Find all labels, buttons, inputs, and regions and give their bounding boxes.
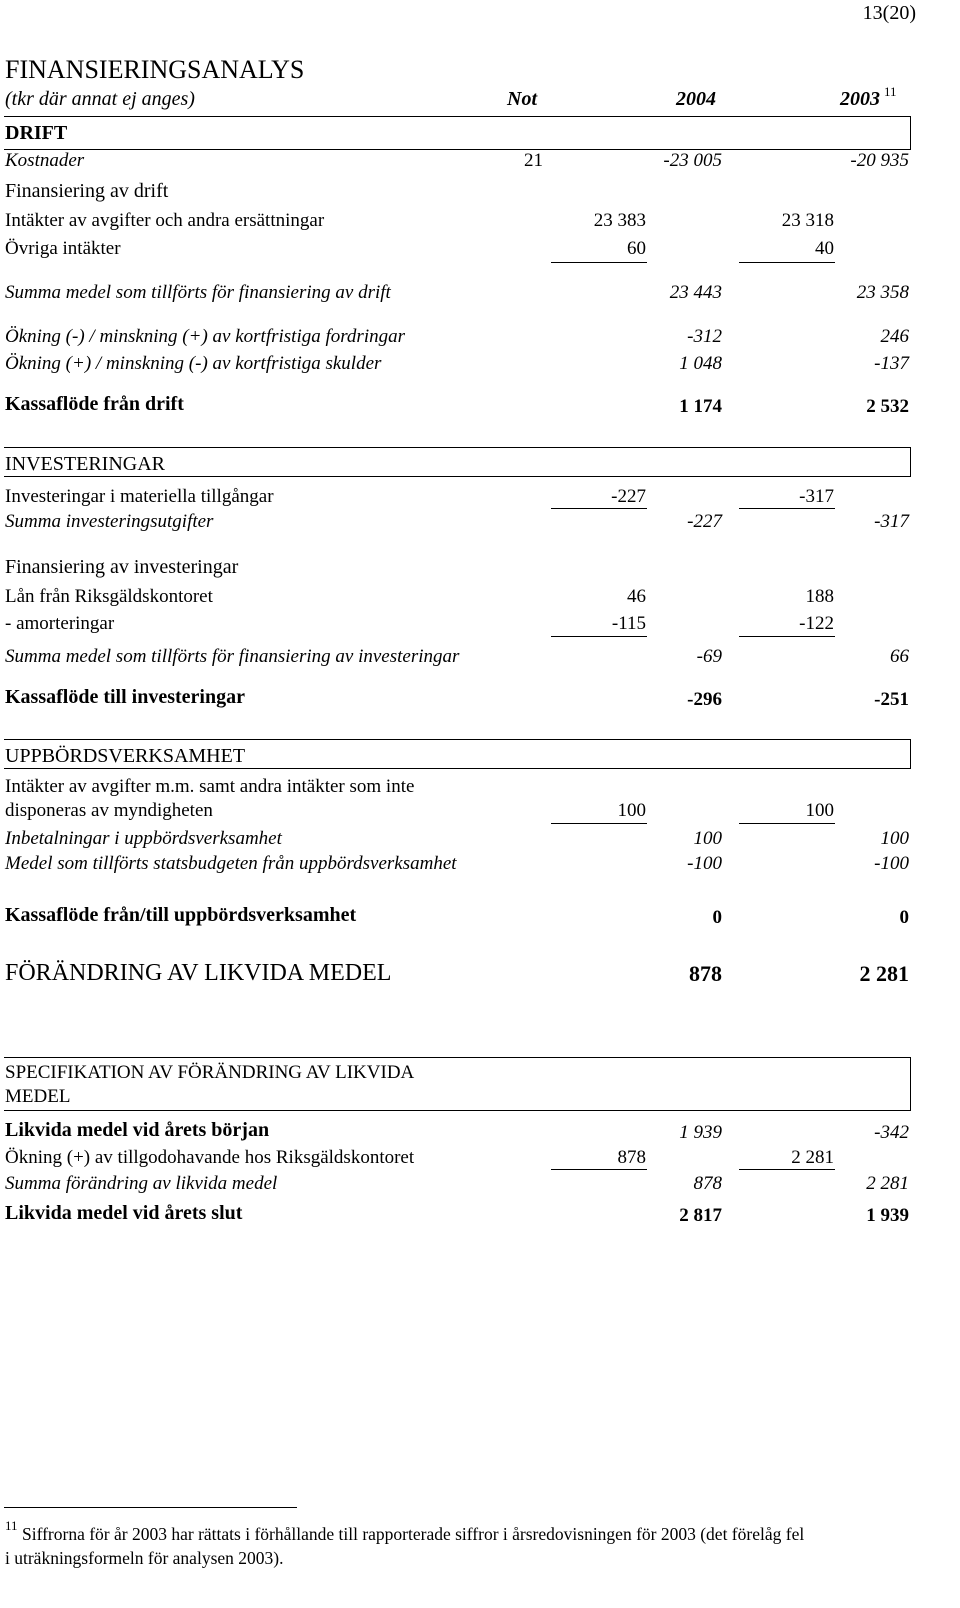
- row-value-2003-uppbord-intakter: 100: [805, 800, 834, 821]
- row-value-2004-kassaflode-investeringar: -296: [687, 689, 722, 710]
- row-label-amorteringar: - amorteringar: [5, 613, 115, 634]
- row-label-materiella: Investeringar i materiella tillgångar: [5, 486, 274, 507]
- page-number: 13(20): [862, 2, 916, 24]
- row-value-2003-kassaflode-drift: 2 532: [866, 396, 909, 417]
- underline-2003-ovriga: [739, 262, 835, 263]
- underline-2004-okning: [551, 1169, 647, 1170]
- row-label-uppbord-intakter-line2: disponeras av myndigheten: [5, 800, 213, 821]
- row-label-kassaflode-investeringar: Kassaflöde till investeringar: [5, 686, 245, 708]
- row-label-skulder: Ökning (+) / minskning (-) av kortfristiga skulder: [5, 353, 382, 374]
- row-label-summa-investeringsutgifter: Summa investeringsutgifter: [5, 511, 214, 532]
- row-label-kassaflode-uppbord: Kassaflöde från/till uppbördsverksamhet: [5, 904, 357, 926]
- row-label-fordringar: Ökning (-) / minskning (+) av kortfristiga fordringar: [5, 326, 406, 347]
- row-value-2004-kassaflode-drift: 1 174: [679, 396, 722, 417]
- section-heading-specifikation-line2: MEDEL: [5, 1086, 71, 1107]
- row-value-2003-likvida-slut: 1 939: [866, 1205, 909, 1226]
- row-value-2004-fordringar: -312: [687, 326, 722, 347]
- footnote-reference: 11: [884, 84, 897, 99]
- subheading-finansiering-drift: Finansiering av drift: [5, 180, 169, 202]
- row-value-2003-kostnader: -20 935: [850, 150, 909, 171]
- row-value-2003-fordringar: 246: [880, 326, 909, 347]
- underline-2004-materiella: [551, 508, 647, 509]
- row-label-inbetalningar: Inbetalningar i uppbördsverksamhet: [5, 828, 282, 849]
- row-label-kassaflode-drift: Kassaflöde från drift: [5, 393, 184, 415]
- row-value-2003-likvida-borjan: -342: [874, 1122, 909, 1143]
- row-value-2004-materiella: -227: [611, 486, 646, 507]
- underline-2004-amorteringar: [551, 636, 647, 637]
- row-value-2004-kostnader: -23 005: [663, 150, 722, 171]
- section-heading-uppbord: UPPBÖRDSVERKSAMHET: [5, 745, 246, 767]
- row-not-kostnader: 21: [524, 150, 543, 171]
- column-header-not: Not: [507, 88, 537, 110]
- row-value-2004-medel-statsbudget: -100: [687, 853, 722, 874]
- row-value-2004-skulder: 1 048: [679, 353, 722, 374]
- underline-2003-okning: [739, 1169, 835, 1170]
- section-heading-drift: DRIFT: [5, 122, 68, 144]
- row-value-2004-inbetalningar: 100: [693, 828, 722, 849]
- row-label-summa-investeringar: Summa medel som tillförts för finansiering av investeringar: [5, 646, 460, 667]
- column-header-2004: 2004: [676, 88, 716, 110]
- column-header-2003: 2003: [840, 88, 880, 110]
- section-heading-specifikation-line1: SPECIFIKATION AV FÖRÄNDRING AV LIKVIDA: [5, 1062, 415, 1083]
- section-heading-investeringar: INVESTERINGAR: [5, 453, 165, 475]
- row-value-2004-okning-tillgodohavande: 878: [617, 1147, 646, 1168]
- row-value-2003-kassaflode-investeringar: -251: [874, 689, 909, 710]
- row-value-2004-lan: 46: [627, 586, 646, 607]
- underline-2003-materiella: [739, 508, 835, 509]
- row-value-2004-kassaflode-uppbord: 0: [712, 907, 722, 928]
- row-value-2004-amorteringar: -115: [611, 613, 646, 634]
- footnote-number: 11: [5, 1518, 18, 1533]
- footnote-text-line2: i uträkningsformeln för analysen 2003).: [5, 1548, 284, 1568]
- row-label-intakter-avgifter: Intäkter av avgifter och andra ersättningar: [5, 210, 325, 231]
- row-value-2003-kassaflode-uppbord: 0: [899, 907, 909, 928]
- row-value-2003-forandring: 2 281: [859, 961, 909, 986]
- row-label-medel-statsbudget: Medel som tillförts statsbudgeten från uppbördsverksamhet: [5, 853, 457, 874]
- section-box-drift: [4, 116, 911, 150]
- row-value-2004-forandring: 878: [689, 961, 722, 986]
- row-value-2004-ovriga-intakter: 60: [627, 238, 646, 259]
- row-value-2003-intakter-avgifter: 23 318: [781, 210, 834, 231]
- row-label-ovriga-intakter: Övriga intäkter: [5, 238, 121, 259]
- row-value-2003-skulder: -137: [874, 353, 909, 374]
- row-value-2004-summa-investeringar: -69: [696, 646, 722, 667]
- row-label-likvida-slut: Likvida medel vid årets slut: [5, 1202, 243, 1224]
- row-value-2003-lan: 188: [805, 586, 834, 607]
- row-value-2003-inbetalningar: 100: [880, 828, 909, 849]
- subtitle: (tkr där annat ej anges): [5, 88, 195, 110]
- page-title: FINANSIERINGSANALYS: [5, 55, 305, 84]
- row-label-kostnader: Kostnader: [5, 150, 85, 171]
- row-value-2003-materiella: -317: [799, 486, 834, 507]
- row-label-likvida-borjan: Likvida medel vid årets början: [5, 1119, 270, 1141]
- row-value-2004-summa-drift: 23 443: [669, 282, 722, 303]
- underline-2003-amorteringar: [739, 636, 835, 637]
- row-value-2004-likvida-borjan: 1 939: [679, 1122, 722, 1143]
- row-value-2004-summa-forandring: 878: [693, 1173, 722, 1194]
- row-value-2003-summa-investeringsutgifter: -317: [874, 511, 909, 532]
- row-label-forandring: FÖRÄNDRING AV LIKVIDA MEDEL: [5, 960, 392, 986]
- row-value-2003-summa-drift: 23 358: [856, 282, 909, 303]
- row-value-2003-okning-tillgodohavande: 2 281: [791, 1147, 834, 1168]
- underline-2003-uppbord: [739, 823, 835, 824]
- row-value-2003-summa-investeringar: 66: [890, 646, 909, 667]
- row-label-uppbord-intakter-line1: Intäkter av avgifter m.m. samt andra intäkter som inte: [5, 776, 415, 797]
- row-value-2004-intakter-avgifter: 23 383: [593, 210, 646, 231]
- footnote-separator: [4, 1507, 297, 1508]
- row-label-okning-tillgodohavande: Ökning (+) av tillgodohavande hos Riksgäldskontoret: [5, 1147, 415, 1168]
- row-value-2004-likvida-slut: 2 817: [679, 1205, 722, 1226]
- row-value-2004-uppbord-intakter: 100: [617, 800, 646, 821]
- row-value-2003-summa-forandring: 2 281: [866, 1173, 909, 1194]
- footnote-text-line1: Siffrorna för år 2003 har rättats i förhållande till rapporterade siffror i årsredovisningen för 2003 (det förelåg fel: [22, 1524, 805, 1544]
- row-value-2003-ovriga-intakter: 40: [815, 238, 834, 259]
- row-value-2003-medel-statsbudget: -100: [874, 853, 909, 874]
- row-label-summa-forandring: Summa förändring av likvida medel: [5, 1173, 278, 1194]
- underline-2004-ovriga: [551, 262, 647, 263]
- row-label-lan: Lån från Riksgäldskontoret: [5, 586, 213, 607]
- row-value-2003-amorteringar: -122: [799, 613, 834, 634]
- subheading-finansiering-investeringar: Finansiering av investeringar: [5, 556, 239, 578]
- underline-2004-uppbord: [551, 823, 647, 824]
- row-value-2004-summa-investeringsutgifter: -227: [687, 511, 722, 532]
- row-label-summa-drift: Summa medel som tillförts för finansiering av drift: [5, 282, 391, 303]
